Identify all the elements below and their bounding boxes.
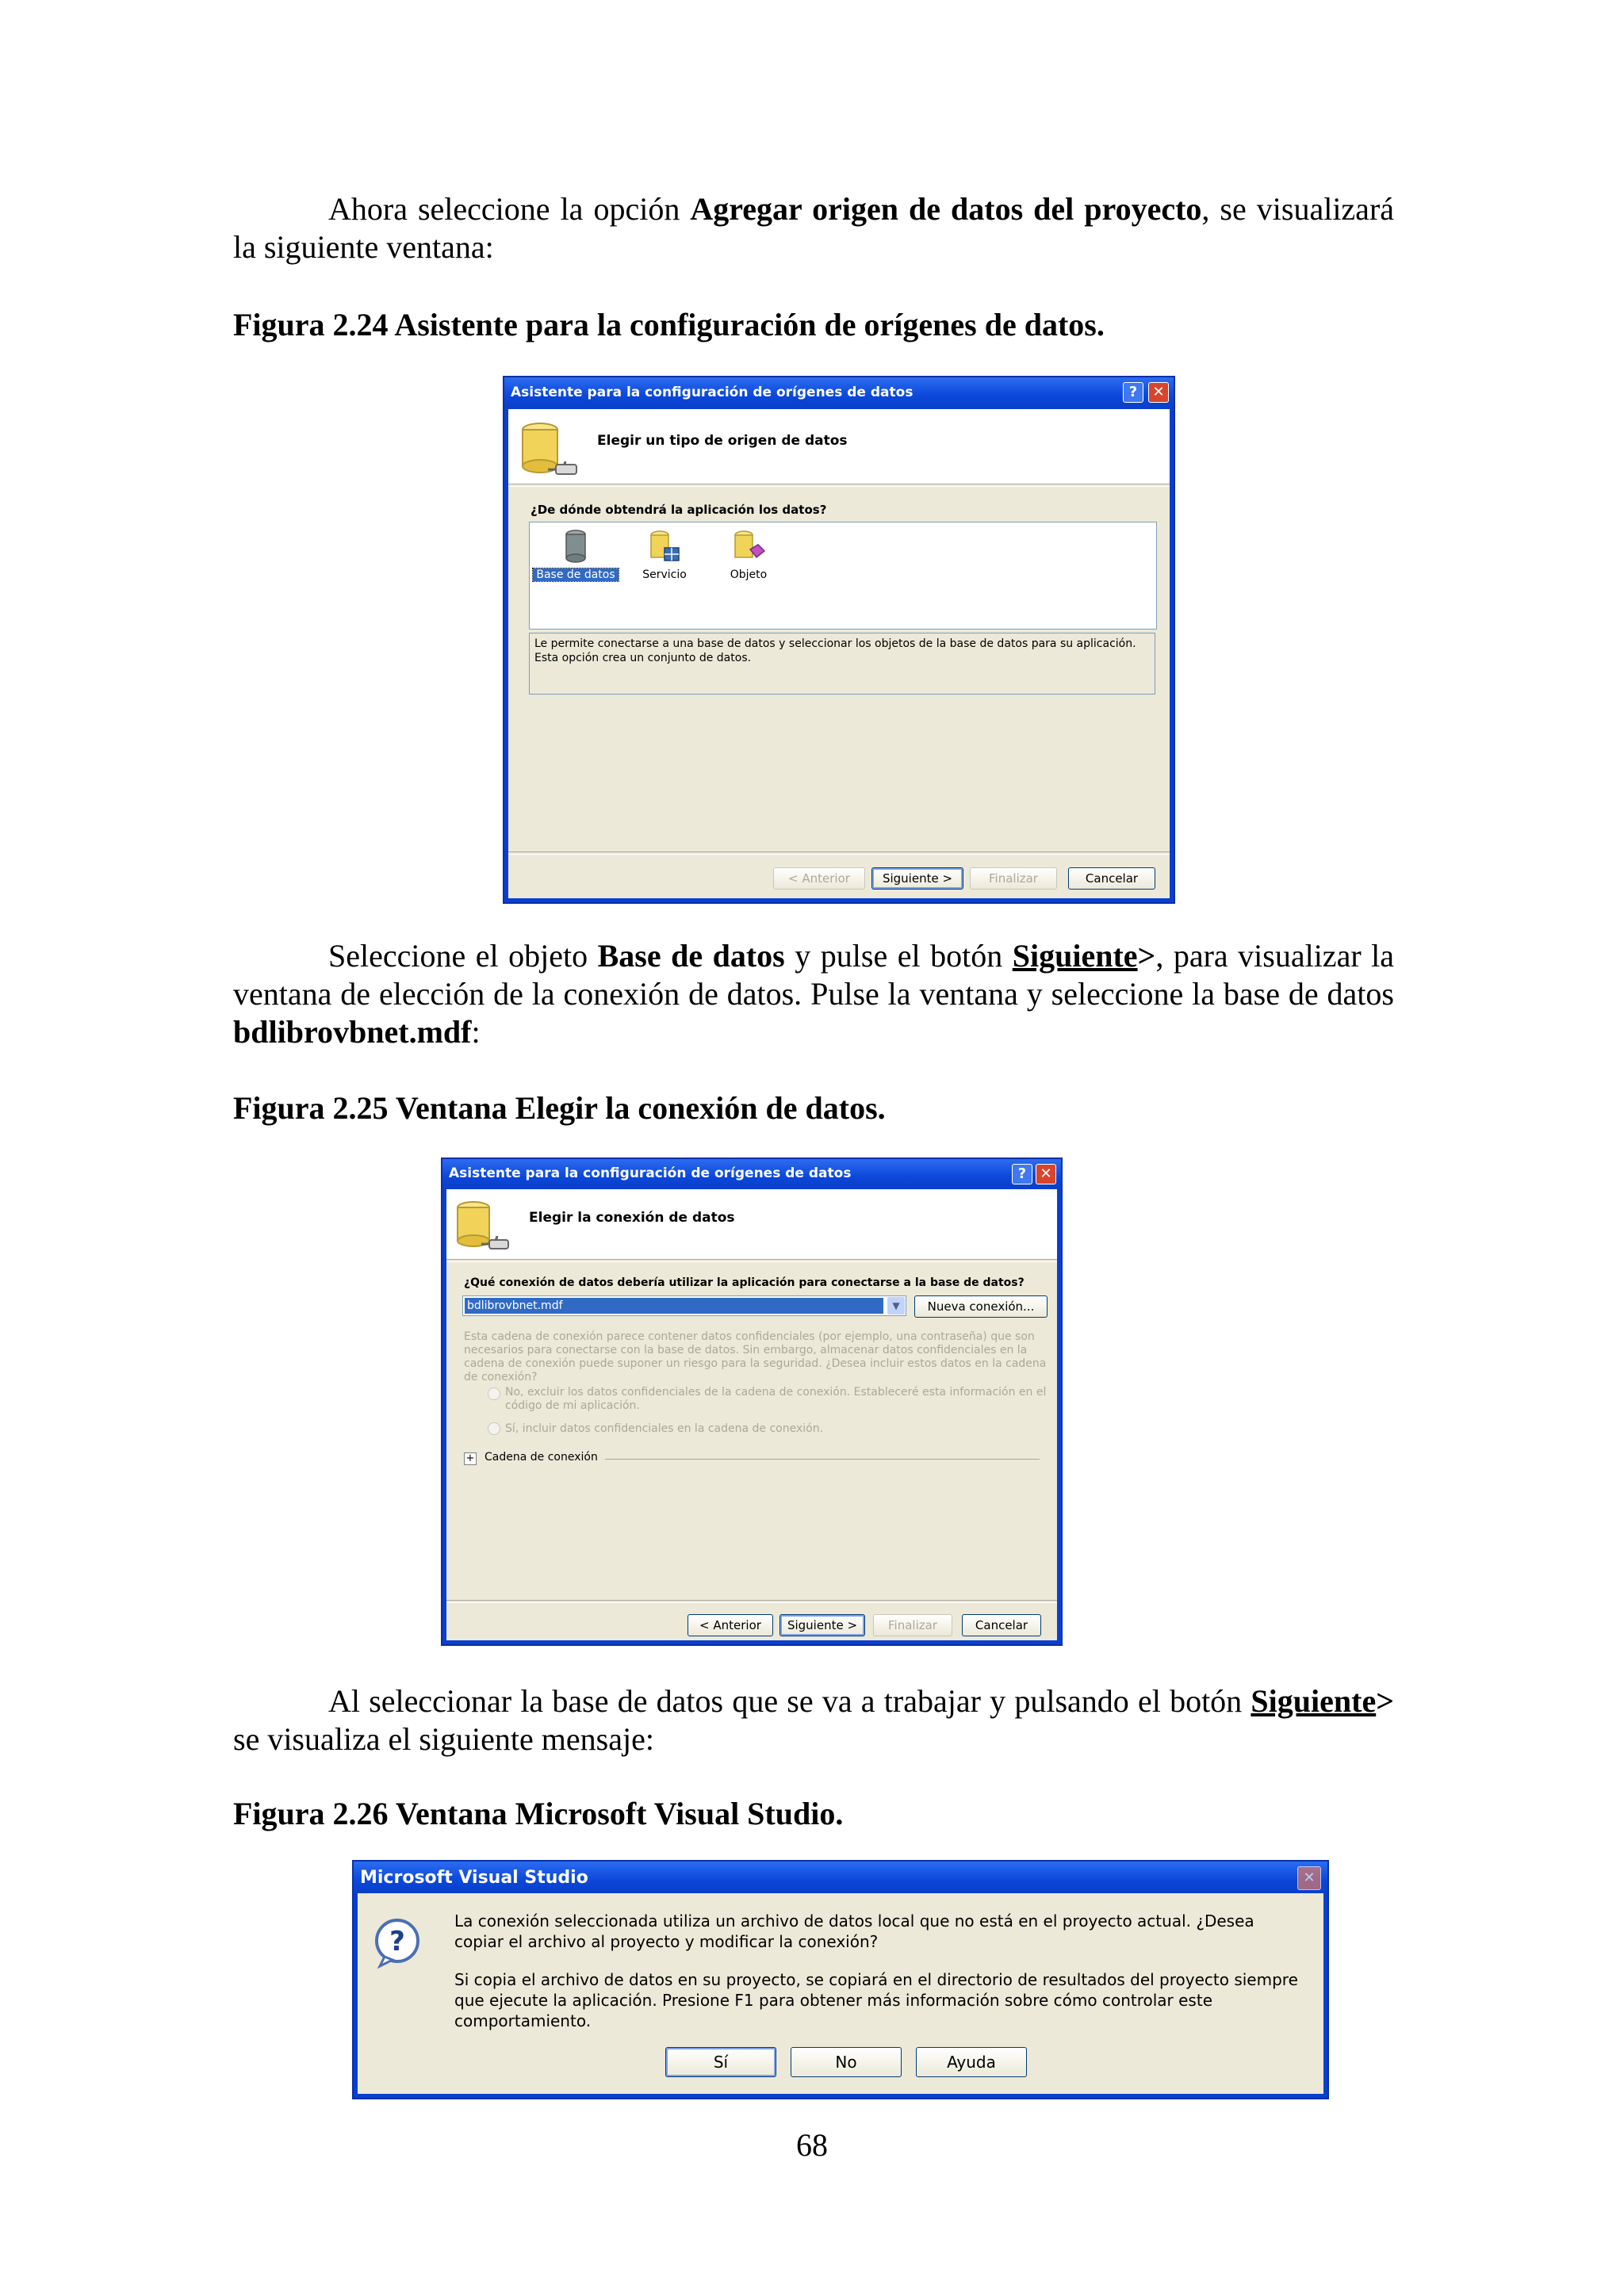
yes-button[interactable]: Sí — [665, 2047, 776, 2077]
radio-exclude-label: No, excluir los datos confidenciales de la cadena de conexión. Estableceré esta información en el código de mi aplicación. — [505, 1386, 1047, 1412]
message-text-secondary: Si copia el archivo de datos en su proyecto, se copiará en el directorio de resultados del proyecto siempre que ejecute la aplicación. Presione F1 para obtener más información sobre cómo controlar este comportamiento. — [454, 1970, 1298, 2030]
list-item-object[interactable]: Objeto — [717, 529, 780, 581]
radio-include[interactable] — [488, 1422, 500, 1435]
divider — [508, 851, 1170, 855]
question-label: ¿Qué conexión de datos debería utilizar la aplicación para conectarse a la base de datos? — [464, 1276, 1025, 1289]
next-button[interactable]: Siguiente > — [871, 867, 963, 890]
help-icon[interactable]: ? — [1123, 382, 1143, 403]
new-connection-button[interactable]: Nueva conexión... — [914, 1295, 1048, 1318]
radio-include-label: Sí, incluir datos confidenciales en la cadena de conexión. — [505, 1422, 824, 1435]
figure-caption-2-26: Figura 2.26 Ventana Microsoft Visual Studio. — [233, 1796, 844, 1831]
page-number: 68 — [796, 2127, 828, 2163]
window-title: Asistente para la configuración de orígenes de datos — [449, 1165, 852, 1181]
question-label: ¿De dónde obtendrá la aplicación los datos? — [530, 503, 827, 517]
divider — [605, 1459, 1040, 1460]
close-icon[interactable]: ✕ — [1297, 1866, 1321, 1890]
datasource-wizard-window — [503, 376, 1175, 904]
finish-button[interactable]: Finalizar — [873, 1614, 952, 1636]
expand-icon[interactable]: + — [464, 1452, 477, 1465]
title-bar — [504, 377, 1174, 409]
description-text: Le permite conectarse a una base de datos y seleccionar los objetos de la base de datos para su aplicación. Esta opción crea un conjunto de datos. — [534, 637, 1136, 664]
title-bar — [442, 1159, 1061, 1189]
no-button[interactable]: No — [791, 2047, 902, 2077]
help-button[interactable]: Ayuda — [916, 2047, 1027, 2077]
wizard-header — [446, 1189, 1057, 1259]
paragraph-message: Al seleccionar la base de datos que se va a trabajar y pulsando el botón Siguiente> se visualiza el siguiente mensaje: — [233, 1683, 1394, 1757]
finish-button[interactable]: Finalizar — [970, 867, 1057, 890]
sensitive-data-text: Esta cadena de conexión parece contener datos confidenciales (por ejemplo, una contraseña) que son necesarios para conectarse con la base de datos. Sin embargo, almacenar datos confidenciales en la cadena de conexión puede suponer un riesgo para la seguridad. ¿Desea incluir estos datos en la cadena de conexión? — [464, 1330, 1047, 1383]
cancel-button[interactable]: Cancelar — [962, 1614, 1041, 1636]
list-item-database[interactable]: Base de datos — [533, 529, 619, 581]
divider — [446, 1259, 1057, 1262]
question-icon — [373, 1917, 426, 1969]
title-bar — [354, 1862, 1327, 1893]
cancel-button[interactable]: Cancelar — [1068, 867, 1155, 890]
datasource-type-list[interactable] — [529, 522, 1157, 629]
list-item-service[interactable]: Servicio — [633, 529, 696, 581]
connection-value: bdlibrovbnet.mdf — [465, 1298, 883, 1314]
connection-combobox[interactable] — [462, 1295, 906, 1316]
wizard-header — [508, 409, 1170, 484]
database-icon — [453, 1199, 519, 1251]
next-button[interactable]: Siguiente > — [779, 1614, 865, 1636]
window-title: Asistente para la configuración de orígenes de datos — [511, 385, 914, 400]
visual-studio-message-window — [352, 1860, 1329, 2099]
database-icon — [516, 420, 589, 477]
database-icon — [562, 529, 589, 564]
radio-exclude[interactable] — [488, 1387, 500, 1400]
figure-caption-2-25: Figura 2.25 Ventana Elegir la conexión de datos. — [233, 1090, 886, 1126]
chevron-down-icon[interactable]: ▼ — [887, 1297, 905, 1314]
message-text-primary: La conexión seleccionada utiliza un archivo de datos local que no está en el proyecto actual. ¿Desea copiar el archivo al proyecto y modificar la conexión? — [454, 1911, 1254, 1951]
back-button[interactable]: < Anterior — [688, 1614, 773, 1636]
choose-connection-window — [441, 1158, 1063, 1646]
divider — [446, 1600, 1057, 1603]
close-icon[interactable]: ✕ — [1148, 382, 1169, 403]
svg-text:?: ? — [389, 1926, 405, 1957]
divider — [508, 484, 1170, 487]
close-icon[interactable]: ✕ — [1036, 1164, 1056, 1184]
service-icon — [647, 529, 682, 564]
object-icon — [731, 529, 766, 564]
wizard-header-title: Elegir la conexión de datos — [529, 1210, 735, 1226]
connection-string-label: Cadena de conexión — [485, 1451, 598, 1464]
description-box — [529, 633, 1155, 695]
window-title: Microsoft Visual Studio — [360, 1868, 588, 1888]
wizard-header-title: Elegir un tipo de origen de datos — [597, 433, 848, 449]
figure-caption-2-24: Figura 2.24 Asistente para la configuración de orígenes de datos. — [233, 307, 1105, 342]
paragraph-intro: Ahora seleccione la opción Agregar origen de datos del proyecto, se visualizará la siguiente ventana: — [233, 191, 1395, 265]
back-button[interactable]: < Anterior — [773, 867, 865, 890]
paragraph-select-database: Seleccione el objeto Base de datos y pulse el botón Siguiente>, para visualizar la ventana de elección de la conexión de datos. Pulse la ventana y seleccione la base de datos bdlibrovbnet.mdf: — [233, 938, 1395, 1050]
help-icon[interactable]: ? — [1012, 1164, 1032, 1184]
